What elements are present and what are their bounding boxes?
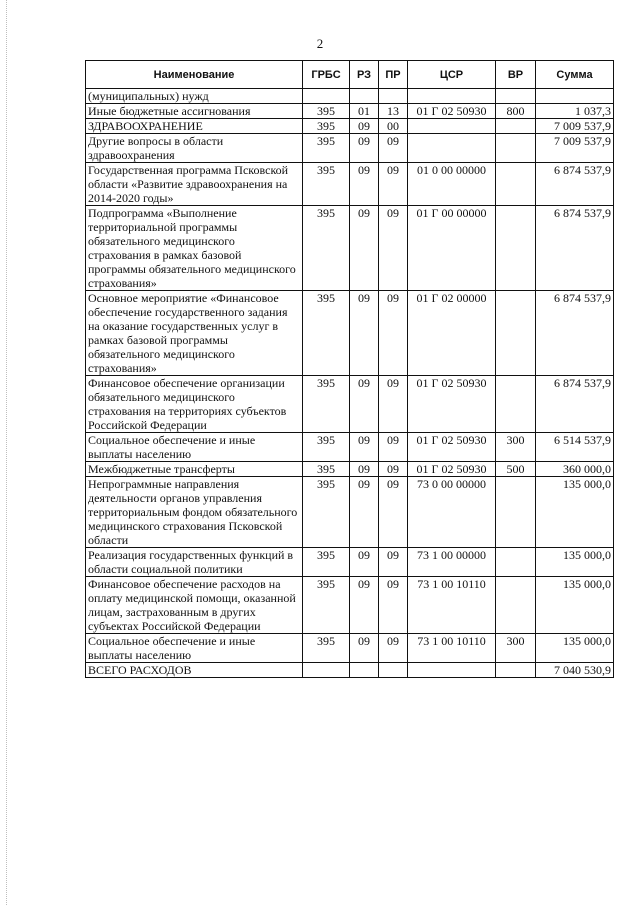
cell-sum: 7 009 537,9 — [536, 134, 614, 163]
cell-name: Основное мероприятие «Финансовое обеспечение государственного задания на оказание государственных услуг в рамках базовой программы обязательного медицинского страхования» — [86, 291, 303, 376]
cell-grbs: 395 — [303, 134, 350, 163]
cell-name: Реализация государственных функций в области социальной политики — [86, 548, 303, 577]
header-grbs: ГРБС — [303, 61, 350, 89]
cell-vr — [496, 163, 536, 206]
cell-vr — [496, 89, 536, 104]
cell-grbs: 395 — [303, 104, 350, 119]
cell-rz — [350, 663, 379, 678]
cell-rz — [350, 89, 379, 104]
cell-sum: 7 040 530,9 — [536, 663, 614, 678]
cell-grbs: 395 — [303, 376, 350, 433]
cell-csr: 01 Г 02 50930 — [408, 462, 496, 477]
table-row — [86, 577, 614, 634]
cell-name: Социальное обеспечение и иные выплаты населению — [86, 433, 303, 462]
cell-grbs: 395 — [303, 462, 350, 477]
table-row — [86, 433, 614, 462]
cell-grbs: 395 — [303, 634, 350, 663]
cell-csr: 01 Г 02 00000 — [408, 291, 496, 376]
cell-rz: 09 — [350, 134, 379, 163]
cell-vr — [496, 119, 536, 134]
cell-csr — [408, 89, 496, 104]
table-header-row — [86, 61, 614, 89]
cell-csr — [408, 134, 496, 163]
cell-pr: 09 — [379, 134, 408, 163]
cell-vr — [496, 206, 536, 291]
cell-name: Другие вопросы в области здравоохранения — [86, 134, 303, 163]
table-row — [86, 119, 614, 134]
table-body — [86, 89, 614, 678]
cell-pr: 09 — [379, 577, 408, 634]
cell-sum: 360 000,0 — [536, 462, 614, 477]
cell-pr: 09 — [379, 462, 408, 477]
cell-grbs: 395 — [303, 477, 350, 548]
table-row — [86, 291, 614, 376]
header-sum: Сумма — [536, 61, 614, 89]
budget-table — [85, 60, 614, 678]
table-row — [86, 134, 614, 163]
cell-name: Иные бюджетные ассигнования — [86, 104, 303, 119]
cell-pr: 09 — [379, 433, 408, 462]
cell-vr — [496, 291, 536, 376]
cell-rz: 09 — [350, 477, 379, 548]
cell-name: (муниципальных) нужд — [86, 89, 303, 104]
cell-name: ВСЕГО РАСХОДОВ — [86, 663, 303, 678]
cell-rz: 09 — [350, 433, 379, 462]
cell-grbs: 395 — [303, 291, 350, 376]
cell-grbs: 395 — [303, 577, 350, 634]
cell-sum: 1 037,3 — [536, 104, 614, 119]
page-edge-line — [6, 0, 8, 905]
cell-vr — [496, 134, 536, 163]
cell-vr: 500 — [496, 462, 536, 477]
cell-vr — [496, 376, 536, 433]
cell-sum: 6 874 537,9 — [536, 291, 614, 376]
cell-pr — [379, 663, 408, 678]
table-row — [86, 663, 614, 678]
cell-csr: 01 Г 02 50930 — [408, 104, 496, 119]
cell-csr: 73 1 00 10110 — [408, 634, 496, 663]
cell-csr: 01 0 00 00000 — [408, 163, 496, 206]
cell-name: Государственная программа Псковской области «Развитие здравоохранения на 2014-2020 годы» — [86, 163, 303, 206]
cell-sum: 6 874 537,9 — [536, 376, 614, 433]
cell-vr — [496, 663, 536, 678]
cell-rz: 09 — [350, 462, 379, 477]
cell-grbs — [303, 663, 350, 678]
cell-sum: 135 000,0 — [536, 548, 614, 577]
cell-vr: 800 — [496, 104, 536, 119]
cell-sum: 6 514 537,9 — [536, 433, 614, 462]
cell-grbs: 395 — [303, 206, 350, 291]
cell-pr: 13 — [379, 104, 408, 119]
cell-pr — [379, 89, 408, 104]
cell-sum — [536, 89, 614, 104]
cell-csr: 73 1 00 00000 — [408, 548, 496, 577]
cell-rz: 09 — [350, 119, 379, 134]
cell-vr — [496, 577, 536, 634]
cell-pr: 09 — [379, 163, 408, 206]
cell-vr: 300 — [496, 634, 536, 663]
cell-vr — [496, 548, 536, 577]
cell-sum: 135 000,0 — [536, 634, 614, 663]
table-row — [86, 89, 614, 104]
cell-rz: 09 — [350, 291, 379, 376]
cell-rz: 09 — [350, 376, 379, 433]
cell-name: Подпрограмма «Выполнение территориальной программы обязательного медицинского страхования в рамках базовой программы обязательного медицинского страхования» — [86, 206, 303, 291]
cell-pr: 09 — [379, 291, 408, 376]
cell-rz: 09 — [350, 548, 379, 577]
cell-sum: 6 874 537,9 — [536, 163, 614, 206]
table-row — [86, 163, 614, 206]
cell-rz: 09 — [350, 634, 379, 663]
cell-name: Финансовое обеспечение организации обязательного медицинского страхования на территориях субъектов Российской Федерации — [86, 376, 303, 433]
table-row — [86, 376, 614, 433]
cell-csr: 01 Г 02 50930 — [408, 433, 496, 462]
cell-sum: 7 009 537,9 — [536, 119, 614, 134]
cell-rz: 09 — [350, 163, 379, 206]
cell-rz: 01 — [350, 104, 379, 119]
cell-pr: 09 — [379, 206, 408, 291]
header-csr: ЦСР — [408, 61, 496, 89]
table-row — [86, 548, 614, 577]
cell-sum: 135 000,0 — [536, 477, 614, 548]
cell-csr — [408, 119, 496, 134]
cell-csr: 01 Г 00 00000 — [408, 206, 496, 291]
cell-csr: 73 0 00 00000 — [408, 477, 496, 548]
cell-name: Межбюджетные трансферты — [86, 462, 303, 477]
table-row — [86, 104, 614, 119]
cell-csr: 01 Г 02 50930 — [408, 376, 496, 433]
cell-pr: 09 — [379, 634, 408, 663]
table-row — [86, 206, 614, 291]
cell-grbs: 395 — [303, 433, 350, 462]
cell-pr: 09 — [379, 548, 408, 577]
cell-sum: 6 874 537,9 — [536, 206, 614, 291]
cell-vr — [496, 477, 536, 548]
cell-csr: 73 1 00 10110 — [408, 577, 496, 634]
cell-rz: 09 — [350, 206, 379, 291]
cell-grbs — [303, 89, 350, 104]
cell-pr: 09 — [379, 477, 408, 548]
header-name: Наименование — [86, 61, 303, 89]
cell-name: Финансовое обеспечение расходов на оплату медицинской помощи, оказанной лицам, застрахованным в других субъектах Российской Федерации — [86, 577, 303, 634]
cell-name: Непрограммные направления деятельности органов управления территориальным фондом обязательного медицинского страхования Псковской области — [86, 477, 303, 548]
cell-grbs: 395 — [303, 548, 350, 577]
cell-vr: 300 — [496, 433, 536, 462]
cell-grbs: 395 — [303, 163, 350, 206]
cell-pr: 00 — [379, 119, 408, 134]
cell-csr — [408, 663, 496, 678]
header-pr: ПР — [379, 61, 408, 89]
header-rz: РЗ — [350, 61, 379, 89]
table-row — [86, 462, 614, 477]
cell-name: Социальное обеспечение и иные выплаты населению — [86, 634, 303, 663]
cell-grbs: 395 — [303, 119, 350, 134]
page-number: 2 — [316, 36, 324, 51]
table-row — [86, 477, 614, 548]
cell-sum: 135 000,0 — [536, 577, 614, 634]
cell-pr: 09 — [379, 376, 408, 433]
cell-name: ЗДРАВООХРАНЕНИЕ — [86, 119, 303, 134]
cell-rz: 09 — [350, 577, 379, 634]
table-row — [86, 634, 614, 663]
header-vr: ВР — [496, 61, 536, 89]
